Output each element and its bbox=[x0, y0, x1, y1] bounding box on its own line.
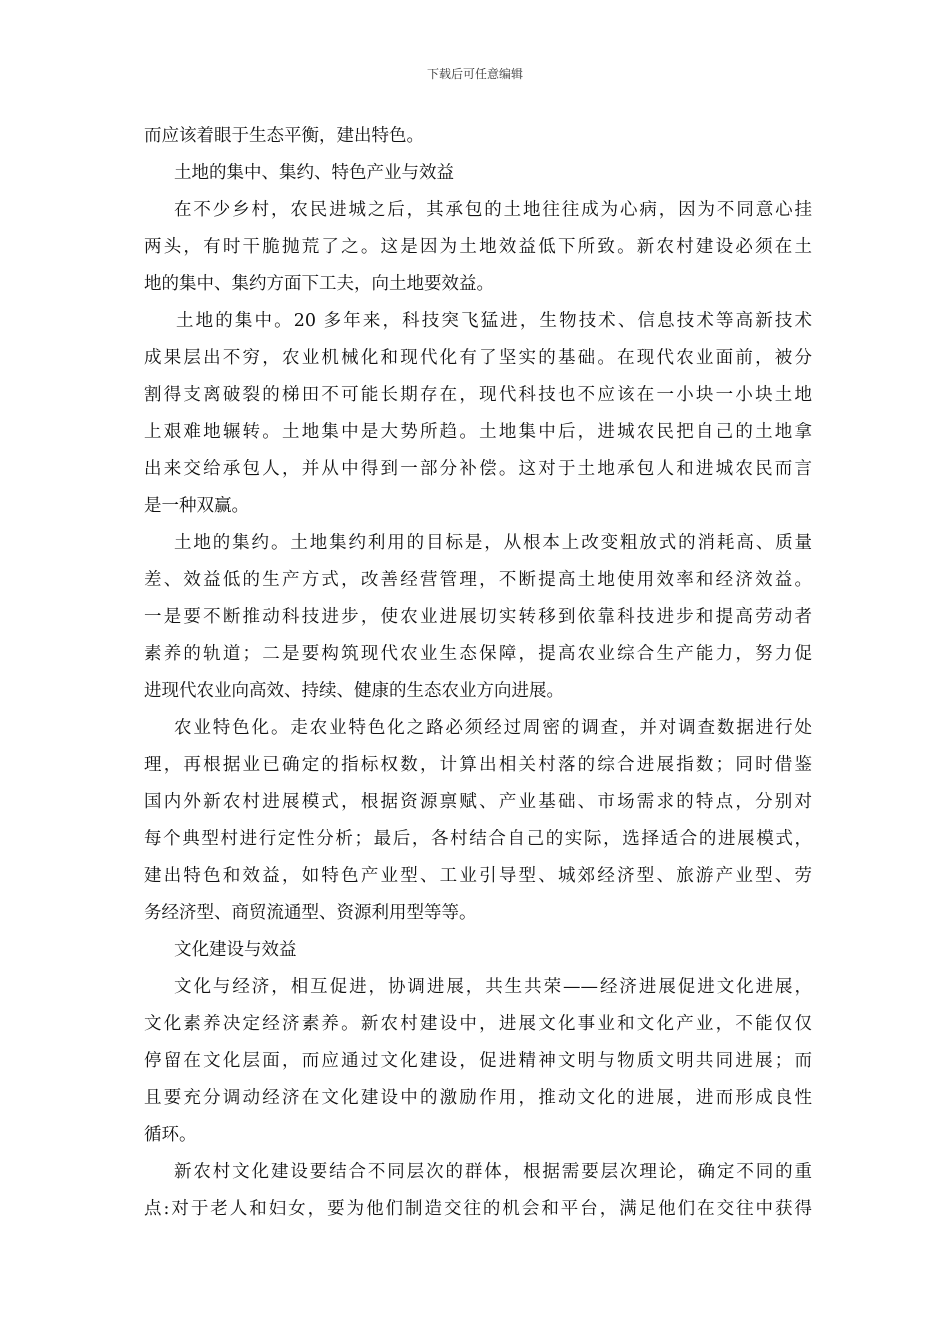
text-line: 文化素养决定经济素养。新农村建设中，进展文化事业和文化产业，不能仅仅 bbox=[144, 1014, 812, 1034]
text-line: 且要充分调动经济在文化建设中的激励作用，推动文化的进展，进而形成良性 bbox=[144, 1088, 812, 1108]
paragraph-first-line: 在不少乡村，农民进城之后，其承包的土地往往成为心病，因为不同意心挂 bbox=[174, 200, 812, 220]
text-line: 是一种双赢。 bbox=[144, 496, 249, 516]
text-line: 一是要不断推动科技进步，使农业进展切实转移到依靠科技进步和提高劳动者 bbox=[144, 607, 812, 627]
text-line: 进现代农业向高效、持续、健康的生态农业方向进展。 bbox=[144, 681, 564, 701]
text-line: 点:对于老人和妇女，要为他们制造交往的机会和平台，满足他们在交往中获得 bbox=[144, 1199, 812, 1219]
text-line: 建出特色和效益，如特色产业型、工业引导型、城郊经济型、旅游产业型、劳 bbox=[144, 866, 812, 886]
text-line: 割得支离破裂的梯田不可能长期存在，现代科技也不应该在一小块一小块土地 bbox=[144, 385, 812, 405]
text-line: 素养的轨道；二是要构筑现代农业生态保障，提高农业综合生产能力，努力促 bbox=[144, 644, 812, 664]
page-header: 下载后可任意编辑 bbox=[426, 67, 523, 81]
text-line: 国内外新农村进展模式，根据资源禀赋、产业基础、市场需求的特点，分别对 bbox=[144, 792, 812, 812]
text-line: 每个典型村进行定性分析；最后，各村结合自己的实际，选择适合的进展模式， bbox=[144, 829, 812, 849]
text-line: 而应该着眼于生态平衡，建出特色。 bbox=[144, 126, 424, 146]
document-body bbox=[144, 118, 812, 1228]
text-line: 出来交给承包人，并从中得到一部分补偿。这对于土地承包人和进城农民而言 bbox=[144, 459, 812, 479]
text-line: 循环。 bbox=[144, 1125, 197, 1145]
text-line: 地的集中、集约方面下工夫，向土地要效益。 bbox=[144, 274, 494, 294]
text-line: 务经济型、商贸流通型、资源利用型等等。 bbox=[144, 903, 477, 923]
paragraph-first-line: 新农村文化建设要结合不同层次的群体，根据需要层次理论，确定不同的重 bbox=[174, 1162, 812, 1182]
paragraph-first-line: 土地的集约。土地集约利用的目标是，从根本上改变粗放式的消耗高、质量 bbox=[174, 533, 812, 553]
text-line: 停留在文化层面，而应通过文化建设，促进精神文明与物质文明共同进展；而 bbox=[144, 1051, 812, 1071]
text-line: 成果层出不穷，农业机械化和现代化有了坚实的基础。在现代农业面前，被分 bbox=[144, 348, 812, 368]
section-heading: 土地的集中、集约、特色产业与效益 bbox=[174, 163, 454, 183]
text-line: 两头，有时干脆抛荒了之。这是因为土地效益低下所致。新农村建设必须在土 bbox=[144, 237, 812, 257]
section-heading: 文化建设与效益 bbox=[174, 940, 297, 960]
text-line: 理，再根据业已确定的指标权数，计算出相关村落的综合进展指数；同时借鉴 bbox=[144, 755, 812, 775]
paragraph-first-line: 土地的集中。20 多年来，科技突飞猛进，生物技术、信息技术等高新技术 bbox=[176, 311, 812, 331]
paragraph-first-line: 农业特色化。走农业特色化之路必须经过周密的调查，并对调查数据进行处 bbox=[174, 718, 812, 738]
paragraph-first-line: 文化与经济，相互促进，协调进展，共生共荣——经济进展促进文化进展， bbox=[174, 977, 812, 997]
text-line: 上艰难地辗转。土地集中是大势所趋。土地集中后，进城农民把自己的土地拿 bbox=[144, 422, 812, 442]
text-line: 差、效益低的生产方式，改善经营管理，不断提高土地使用效率和经济效益。 bbox=[144, 570, 812, 590]
